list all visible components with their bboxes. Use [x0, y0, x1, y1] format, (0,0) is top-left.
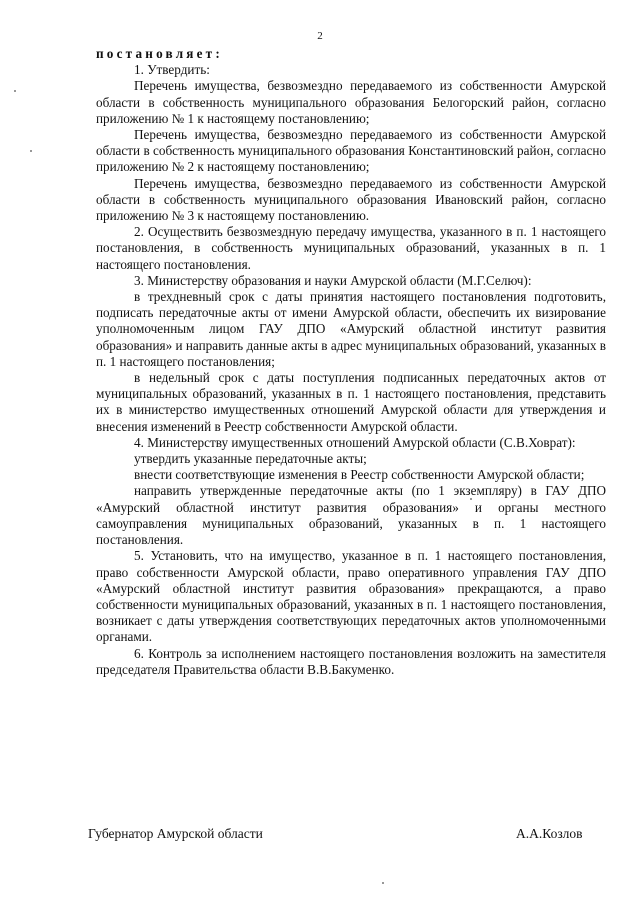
paragraph-list-1: Перечень имущества, безвозмездно передаваемого из собственности Амурской области в собственность муниципального образования Белогорский район, согласно приложению № 1 к настоящему постановлению;	[96, 78, 606, 126]
signatory-position: Губернатор Амурской области	[88, 826, 263, 841]
decree-heading: постановляет:	[96, 46, 223, 61]
paragraph-item-3-a: в трехдневный срок с даты принятия настоящего постановления подготовить, подписать передаточные акты от имени Амурской области, обеспечить их визирование уполномоченным лицом ГАУ ДПО «Амурский областной институт развития образования» и направить данные акты в адрес муниципальных образований, указанных в п. 1 настоящего постановления;	[96, 289, 606, 369]
paragraph-item-5: 5. Установить, что на имущество, указанное в п. 1 настоящего постановления, право собственности Амурской области, право оперативного управления ГАУ ДПО «Амурский областной институт развития образования» прекращаются, а право собственности муниципальных образований, указанных в п. 1 настоящего постановления, возникает с даты утверждения соответствующих передаточных актов уполномоченными органами.	[96, 548, 606, 645]
paragraph-item-1: 1. Утвердить:	[134, 62, 210, 78]
paragraph-item-4: 4. Министерству имущественных отношений Амурской области (С.В.Ховрат):	[134, 434, 576, 450]
paragraph-item-4-c: направить утвержденные передаточные акты (по 1 экземпляру) в ГАУ ДПО «Амурский областной институт развития образования» и органы местного самоуправления муниципальных образований, указанных в п. 1 настоящего постановления.	[96, 483, 606, 548]
paragraph-item-3: 3. Министерству образования и науки Амурской области (М.Г.Селюч):	[134, 272, 532, 288]
paragraph-list-2: Перечень имущества, безвозмездно передаваемого из собственности Амурской области в собственность муниципального образования Константиновский район, согласно приложению № 2 к настоящему постановлению;	[96, 127, 606, 175]
scan-speck	[14, 90, 16, 92]
paragraph-item-2: 2. Осуществить безвозмездную передачу имущества, указанного в п. 1 настоящего постановления, в собственность муниципальных образований, указанных в п. 1 настоящего постановления.	[96, 224, 606, 272]
decree-body	[96, 46, 606, 678]
paragraph-item-4-b: внести соответствующие изменения в Реестр собственности Амурской области;	[134, 467, 585, 483]
scan-speck	[30, 150, 32, 152]
page-number: 2	[317, 30, 323, 42]
scan-speck	[470, 498, 472, 500]
paragraph-item-4-a: утвердить указанные передаточные акты;	[134, 451, 367, 467]
paragraph-item-6: 6. Контроль за исполнением настоящего постановления возложить на заместителя председателя Правительства области В.В.Бакуменко.	[96, 645, 606, 677]
signatory-name: А.А.Козлов	[516, 826, 583, 841]
paragraph-item-3-b: в недельный срок с даты поступления подписанных передаточных актов от муниципальных образований, указанных в п. 1 настоящего постановления, представить их в министерство имущественных отношений Амурской области для утверждения и внесения изменений в Реестр собственности Амурской области.	[96, 370, 606, 434]
paragraph-list-3: Перечень имущества, безвозмездно передаваемого из собственности Амурской области в собственность муниципального образования Ивановский район, согласно приложению № 3 к настоящему постановлению.	[96, 175, 606, 224]
scan-speck	[382, 882, 384, 884]
